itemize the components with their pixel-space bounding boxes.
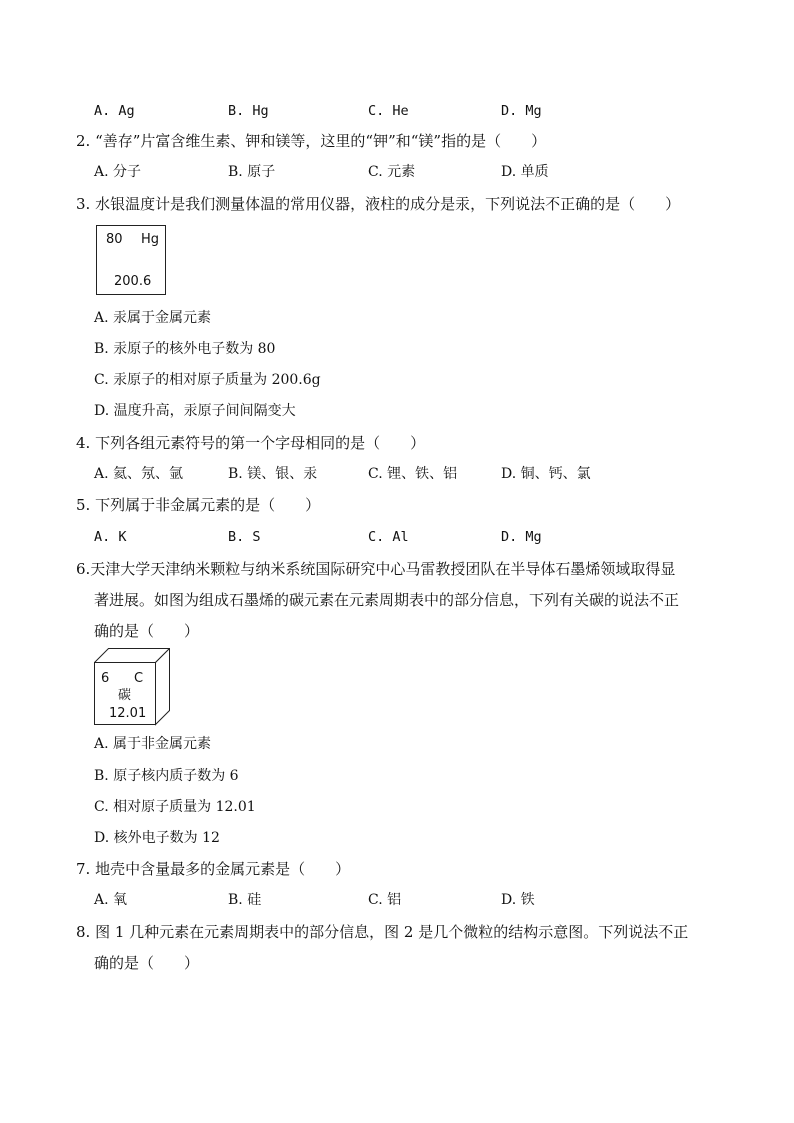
q6-option-b: B. 原子核内质子数为 6 <box>94 768 239 784</box>
q4-stem: 4. 下列各组元素符号的第一个字母相同的是（ ） <box>76 434 426 452</box>
q7-option-a: A. 氧 <box>94 892 128 908</box>
q1-option-c: C. He <box>368 103 409 119</box>
q5-option-c: C. Al <box>368 529 409 545</box>
carbon-symbol: C <box>134 671 144 686</box>
q4-option-a: A. 氦、氖、氩 <box>94 466 184 482</box>
q2-option-b: B. 原子 <box>228 164 276 180</box>
q6-option-d: D. 核外电子数为 12 <box>94 830 220 846</box>
q5-option-d: D. Mg <box>501 529 542 545</box>
q3-option-b: B. 汞原子的核外电子数为 80 <box>94 341 276 357</box>
atomic-mass: 200.6 <box>114 274 152 289</box>
mercury-element-card <box>96 225 166 295</box>
q3-stem: 3. 水银温度计是我们测量体温的常用仪器，液柱的成分是汞，下列说法不正确的是（ ） <box>76 195 681 213</box>
q5-stem: 5. 下列属于非金属元素的是（ ） <box>76 496 321 514</box>
q7-option-d: D. 铁 <box>501 892 535 908</box>
carbon-atomic-number: 6 <box>101 671 110 686</box>
q2-option-a: A. 分子 <box>94 164 142 180</box>
q7-stem: 7. 地壳中含量最多的金属元素是（ ） <box>76 860 351 878</box>
carbon-atomic-mass: 12.01 <box>109 706 147 721</box>
q4-option-b: B. 镁、银、汞 <box>228 466 318 482</box>
q6-option-a: A. 属于非金属元素 <box>94 736 212 752</box>
carbon-name: 碳 <box>118 688 132 703</box>
q6-stem-line2: 著进展。如图为组成石墨烯的碳元素在元素周期表中的部分信息，下列有关碳的说法不正 <box>94 591 680 609</box>
q3-option-a: A. 汞属于金属元素 <box>94 310 212 326</box>
q3-option-d: D. 温度升高，汞原子间间隔变大 <box>94 403 296 419</box>
q8-stem-line2: 确的是（ ） <box>94 954 200 972</box>
atomic-number: 80 <box>106 232 123 247</box>
q4-option-c: C. 锂、铁、铝 <box>368 466 458 482</box>
q5-option-a: A. K <box>94 529 127 545</box>
carbon-element-cube <box>94 648 170 726</box>
q7-option-b: B. 硅 <box>228 892 262 908</box>
q8-stem-line1: 8. 图 1 几种元素在元素周期表中的部分信息，图 2 是几个微粒的结构示意图。下列说法不正 <box>76 923 689 941</box>
q2-option-c: C. 元素 <box>368 164 416 180</box>
q7-option-c: C. 铝 <box>368 892 402 908</box>
q2-option-d: D. 单质 <box>501 164 549 180</box>
q6-stem-line3: 确的是（ ） <box>94 622 200 640</box>
element-symbol: Hg <box>141 232 160 247</box>
q1-option-d: D. Mg <box>501 103 542 119</box>
q1-option-b: B. Hg <box>228 103 269 119</box>
q3-option-c: C. 汞原子的相对原子质量为 200.6g <box>94 372 321 388</box>
q6-stem-line1: 6.天津大学天津纳米颗粒与纳米系统国际研究中心马雷教授团队在半导体石墨烯领域取得显 <box>76 560 676 578</box>
q6-option-c: C. 相对原子质量为 12.01 <box>94 799 256 815</box>
q2-stem: 2. “善存”片富含维生素、钾和镁等，这里的“钾”和“镁”指的是（ ） <box>76 132 547 150</box>
q4-option-d: D. 铜、钙、氯 <box>501 466 591 482</box>
q5-option-b: B. S <box>228 529 261 545</box>
q1-option-a: A. Ag <box>94 103 135 119</box>
